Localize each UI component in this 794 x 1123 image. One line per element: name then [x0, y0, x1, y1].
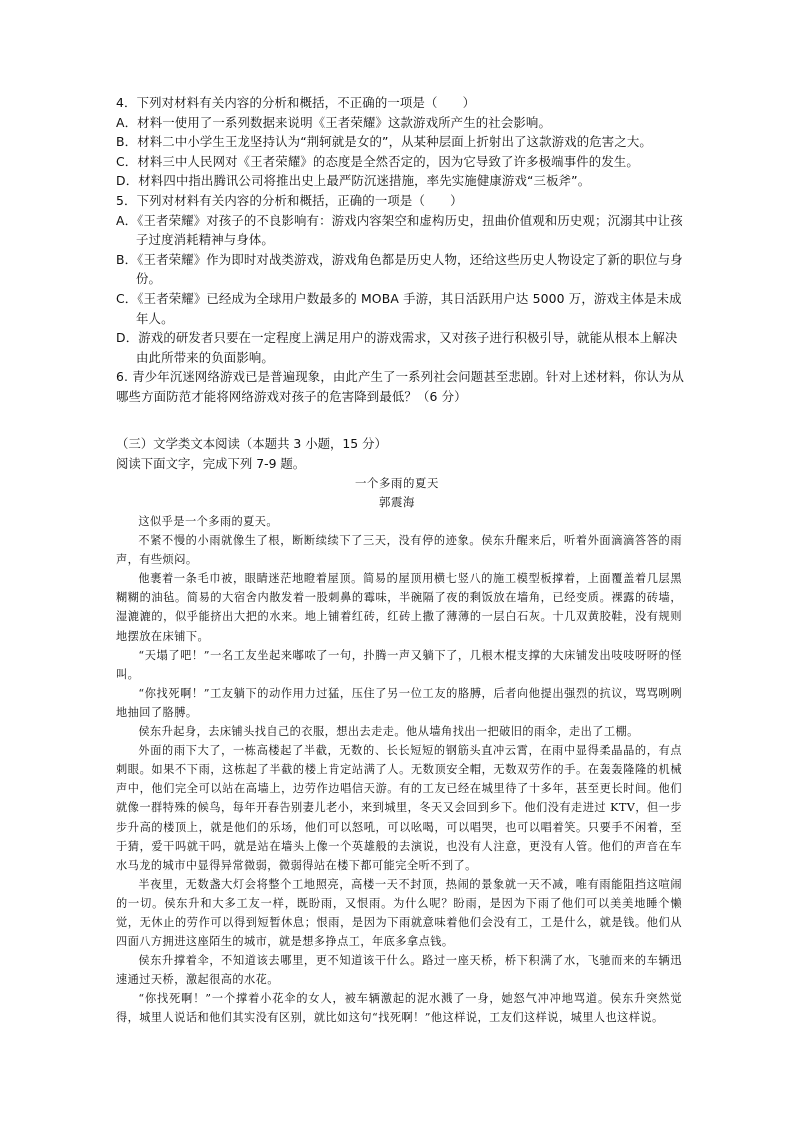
story-paragraph: 侯东升起身，去床铺头找自己的衣服，想出去走走。他从墙角找出一把破旧的雨伞，走出了工棚。: [138, 725, 639, 739]
question-5-stem: 5．下列对材料有关内容的分析和概括，正确的一项是（ ）: [116, 192, 463, 208]
questions-block: [116, 93, 686, 407]
section-3-header: [116, 434, 686, 473]
question-4-option-a: A．材料一使用了一系列数据来说明《王者荣耀》这款游戏所产生的社会影响。: [116, 114, 552, 130]
story-paragraph: “你找死啊！”工友躺下的动作用力过猛，压住了另一位工友的胳膊，后者向他提出强烈的抗议，骂骂咧咧地抽回了胳膊。: [116, 686, 682, 719]
question-4-stem: 4．下列对材料有关内容的分析和概括，不正确的一项是（ ）: [116, 95, 476, 110]
story-paragraph: 外面的雨下大了，一栋高楼起了半截，无数的、长长短短的钢筋头直冲云霄，在雨中显得柔晶晶的，有点刺眼。如果不下雨，这栋起了半截的楼上肯定站满了人。无数顶安全帽，无数双劳作的手。在轰轰隆隆的机械声中，他们完全可以站在高墙上，边劳作边唱信天游。有的工友已经在城里待了十多年，甚至更长时间。他们就像一群特殊的候鸟，每年开春告别妻儿老小，来到城里，冬天又会回到乡下。他们没有走进过 KTV，但一步步升高的楼顶上，就是他们的乐场，他们可以怒吼，可以吆喝，可以唱哭，也可以唱着笑。只要手不闲着，至于猜，爱干吗就干吗，就是站在墙头上像一个英雄般的去演说，也没有人注意，更没有人管。他们的声音在车水马龙的城市中显得异常微弱，微弱得站在楼下都可能完全听不到了。: [116, 744, 682, 872]
story-title: 一个多雨的夏天: [355, 476, 439, 490]
story-paragraph: 这似乎是一个多雨的夏天。: [138, 515, 279, 528]
question-4-option-c: C．材料三中人民网对《王者荣耀》的态度是全然否定的，因为它导致了许多极端事件的发生。: [116, 153, 639, 169]
section-3-instruction: 阅读下面文字，完成下列 7-9 题。: [116, 455, 306, 471]
story-paragraph: 不紧不慢的小雨就像生了根，断断续续下了三天，没有停的迹象。侯东升醒来后，听着外面滴滴答答的雨声，有些烦闷。: [116, 534, 682, 567]
question-6: 6. 青少年沉迷网络游戏已是普遍现象，由此产生了一系列社会问题甚至悲剧。针对上述材料，你认为从哪些方面防范才能将网络游戏对孩子的危害降到最低？（6 分）: [116, 369, 684, 404]
question-5-option-b: B．《王者荣耀》作为即时对战类游戏，游戏角色都是历史人物，还给这些历史人物设定了新的职位与身份。: [116, 251, 683, 287]
story-paragraph: “天塌了吧！”一名工友坐起来嘟哝了一句，扑腾一声又躺下了，几根木棍支撑的大床铺发出吱吱呀呀的怪叫。: [116, 648, 682, 681]
question-5-option-c: C．《王者荣耀》已经成为全球用户数最多的 MOBA 手游，其日活跃用户达 5000 万，游戏主体是未成年人。: [116, 290, 682, 326]
section-3-heading: （三）文学类文本阅读（本题共 3 小题，15 分）: [116, 436, 387, 451]
question-5-option-a: A．《王者荣耀》对孩子的不良影响有：游戏内容架空和虚构历史，扭曲价值观和历史观；沉溺其中让孩子过度消耗精神与身体。: [116, 212, 683, 248]
question-4-option-d: D．材料四中指出腾讯公司将推出史上最严防沉迷措施，率先实施健康游戏“三板斧”。: [116, 173, 591, 189]
question-5-option-d: D．游戏的研发者只要在一定程度上满足用户的游戏需求，又对孩子进行积极引导，就能从根本上解决由此所带来的负面影响。: [116, 330, 678, 365]
story-paragraph: 半夜里，无数盏大灯会将整个工地照亮，高楼一天不封顶，热闹的景象就一天不减，唯有雨能阻挡这喧闹的一切。侯东升和大多工友一样，既盼雨，又恨雨。为什么呢？盼雨，是因为下雨了他们可以美美地睡个懒觉，无休止的劳作可以得到短暂休息；恨雨，是因为下雨就意味着他们会没有工，工是什么，就是钱。他们从四面八方拥进这座陌生的城市，就是想多挣点工，年底多拿点钱。: [116, 877, 682, 949]
story-body: [116, 512, 682, 1028]
story-paragraph: 他裹着一条毛巾被，眼睛迷茫地瞪着屋顶。简易的屋顶用横七竖八的施工模型板撑着，上面覆盖着几层黑糊糊的油毡。简易的大宿舍内散发着一股刺鼻的霉味，半碗隔了夜的剩饭放在墙角，已经变质。裸露的砖墙，湿漉漉的，似乎能挤出大把的水来。地上铺着红砖，红砖上撒了薄薄的一层白石灰。十几双黄胶鞋，没有规则地摆放在床铺下。: [116, 572, 682, 643]
story-title-block: [0, 474, 794, 512]
question-4-option-b: B．材料二中小学生王龙坚持认为“荆轲就是女的”，从某种层面上折射出了这款游戏的危害之大。: [116, 134, 652, 150]
story-author: 郭震海: [379, 495, 415, 509]
story-paragraph: “你找死啊！”一个撑着小花伞的女人，被车辆激起的泥水溅了一身，她怒气冲冲地骂道。侯东升突然觉得，城里人说话和他们其实没有区别，就比如这句“找死啊！”他这样说，工友们这样说，城里人也这样说。: [116, 992, 682, 1025]
story-paragraph: 侯东升撑着伞，不知道该去哪里，更不知道该干什么。路过一座天桥，桥下积满了水，飞驰而来的车辆迅速通过天桥，激起很高的水花。: [116, 954, 682, 987]
